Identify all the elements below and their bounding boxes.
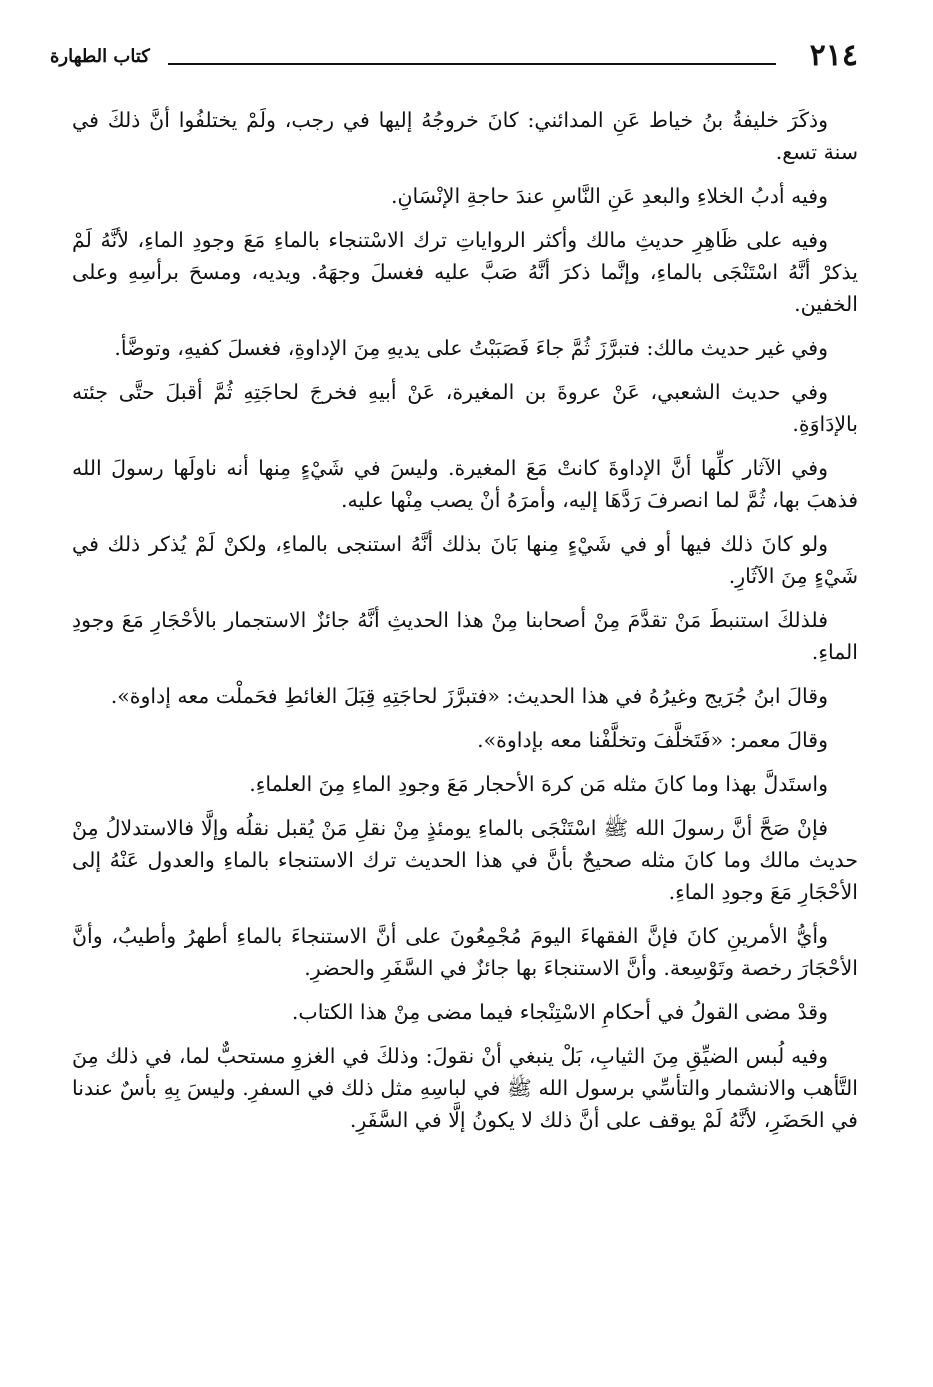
paragraph: وقدْ مضى القولُ في أحكامِ الاسْتِنْجاء فيما مضى مِنْ هذا الكتاب.	[291, 1000, 828, 1024]
paragraph: وفيه أدبُ الخلاءِ والبعدِ عَنِ النَّاسِ عندَ حاجةِ الإنْسَانِ.	[390, 184, 828, 208]
running-title: كتاب الطهارة	[50, 46, 150, 67]
paragraph: وقالَ معمر: «فَتَخلَّفَ وتخلَّفْنا معه بإداوة».	[477, 728, 828, 752]
paragraph: فإنْ صَحَّ أنَّ رسولَ الله ﷺ اسْتَنْجَى بالماءِ يومئذٍ مِنْ نقلِ مَنْ يُقبل نقلُه وإلَّا فالاستدلالُ مِنْ حديث مالك وما كانَ مثله صحيحٌ بأنَّ في هذا الحديث ترك الاستنجاء بالماءِ والعدول عَنْهُ إلى الأحْجَارِ مَعَ وجودِ الماءِ.	[72, 816, 858, 904]
paragraph: وفي حديث الشعبي، عَنْ عروةَ بن المغيرة، عَنْ أبيهِ فخرجَ لحاجَتِهِ ثُمَّ أقبلَ حتَّى جئته بالإدَاوَةِ.	[72, 380, 858, 436]
paragraph: وفيه لُبس الضيِّقِ مِنَ الثيابِ، بَلْ ينبغي أنْ نقولَ: وذلكَ في الغزوِ مستحبٌّ لما، في ذلك مِنَ التَّأهب والانشمار والتأسِّي برسول الله ﷺ في لباسِهِ مثل ذلك في السفرِ. وليسَ بِهِ بأسٌ عندنا في الحَضَرِ، لأنَّهُ لَمْ يوقف على أنَّ ذلك لا يكونُ إلَّا في السَّفَرِ.	[72, 1044, 858, 1132]
paragraph: وفي الآثار كلِّها أنَّ الإداوةَ كانتْ مَعَ المغيرة. وليسَ في شَيْءٍ مِنها أنه ناولَها رسولَ الله فذهبَ بها، ثُمَّ لما انصرفَ رَدَّهَا إليه، وأمرَهُ أنْ يصب مِنْها عليه.	[72, 456, 858, 512]
paragraph: وفيه على ظَاهِرِ حديثِ مالك وأكثر الرواياتِ ترك الاسْتنجاء بالماءِ مَعَ وجودِ الماءِ، لأنَّهُ لَمْ يذكرْ أنَّهُ اسْتَنْجَى بالماءِ، وإنَّما ذكرَ أنَّهُ صَبَّ عليه فغسلَ وجهَهُ. ويديه، ومسحَ برأسِهِ وعلى الخفين.	[72, 228, 858, 316]
page-header	[50, 36, 858, 76]
page-number: ٢١٤	[809, 38, 858, 73]
body-text	[72, 104, 858, 1148]
paragraph: وذكَرَ خليفةُ بنُ خياط عَنِ المدائني: كانَ خروجُهُ إليها في رجب، ولَمْ يختلفُوا أنَّ ذلكَ في سنة تسع.	[72, 108, 858, 164]
paragraph: فلذلكَ استنبطَ مَنْ تقدَّمَ مِنْ أصحابنا مِنْ هذا الحديثِ أنَّهُ جائزٌ الاستجمار بالأحْجَارِ مَعَ وجودِ الماءِ.	[72, 608, 858, 664]
paragraph: ولو كانَ ذلك فيها أو في شَيْءٍ مِنها بَانَ بذلك أنَّهُ استنجى بالماءِ، ولكنْ لَمْ يُذكر ذلك في شَيْءٍ مِنَ الآثَارِ.	[72, 532, 858, 588]
paragraph: وأيُّ الأمرينِ كانَ فإنَّ الفقهاءَ اليومَ مُجْمِعُونَ على أنَّ الاستنجاءَ بالماءِ أطهرُ وأطيبُ، وأنَّ الأحْجَارَ رخصة وتَوْسِعة. وأنَّ الاستنجاءَ بها جائزٌ في السَّفَرِ والحضرِ.	[72, 924, 858, 980]
paragraph: وفي غير حديث مالك: فتبرَّزَ ثُمَّ جاءَ فَصَبَبْتُ على يديهِ مِنَ الإداوةِ، فغسلَ كفيهِ، وتوضَّأ.	[114, 336, 828, 360]
header-rule	[168, 63, 776, 65]
paragraph: واستَدلَّ بهذا وما كانَ مثله مَن كرهَ الأحجار مَعَ وجودِ الماءِ مِنَ العلماءِ.	[249, 772, 828, 796]
paragraph: وقالَ ابنُ جُرَيج وغيرُهُ في هذا الحديث: «فتبرَّزَ لحاجَتِهِ قِبَلَ الغائطِ فحَملْت معه إداوة».	[110, 684, 828, 708]
